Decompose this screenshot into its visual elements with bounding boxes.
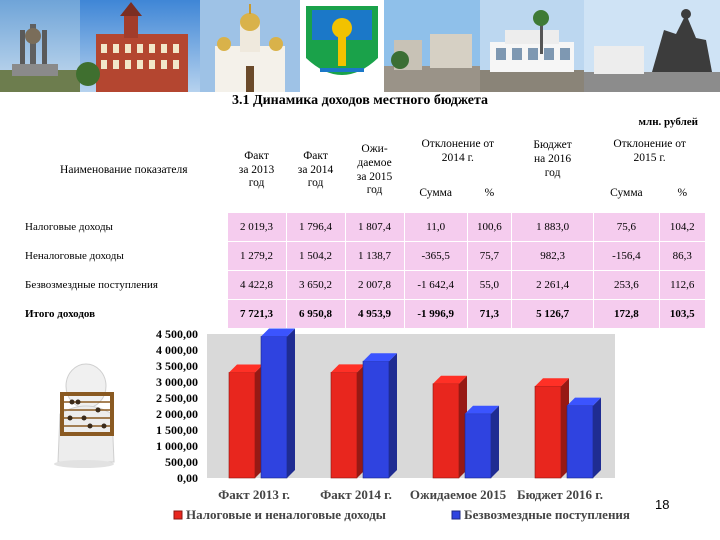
table-row: [21, 242, 706, 271]
cell-fact-2014: 1 796,4: [286, 213, 345, 242]
cell-dev2015-sum: 75,6: [594, 213, 659, 242]
row-name: Налоговые доходы: [21, 213, 228, 242]
cell-fact-2013: 4 422,8: [227, 271, 286, 300]
bar-tax-nontax-3: [535, 378, 569, 478]
cell-fact-2013: 2 019,3: [227, 213, 286, 242]
bar-gratuitous-3: [567, 398, 601, 478]
legend-swatch: [452, 511, 460, 519]
revenue-bar-chart: [0, 322, 720, 540]
cell-budget-2016: 5 126,7: [512, 300, 594, 329]
bar-tax-nontax-0: [229, 364, 263, 478]
header-dev2015-sum: Сумма: [594, 175, 659, 213]
y-tick-label: 2 000,00: [156, 407, 198, 421]
city-photos-illustration: [0, 0, 720, 92]
y-tick-label: 4 500,00: [156, 327, 198, 341]
cell-dev2015-pct: 104,2: [659, 213, 705, 242]
slide-title: 3.1 Динамика доходов местного бюджета: [231, 93, 489, 108]
cell-dev2015-sum: -156,4: [594, 242, 659, 271]
cell-dev2015-pct: 103,5: [659, 300, 705, 329]
units-label: млн. рублей: [638, 116, 698, 128]
cell-dev2015-pct: 86,3: [659, 242, 705, 271]
cell-dev2015-pct: 112,6: [659, 271, 705, 300]
cell-dev2014-sum: 11,0: [404, 213, 467, 242]
header-deviation-2015: Отклонение от 2015 г.: [594, 129, 706, 175]
cell-dev2014-sum: -1 996,9: [404, 300, 467, 329]
bar-gratuitous-0: [261, 328, 295, 478]
cell-expected-2015: 4 953,9: [345, 300, 404, 329]
person-with-abacus-illustration: [54, 364, 114, 468]
y-tick-label: 3 000,00: [156, 375, 198, 389]
x-category-label: Ожидаемое 2015: [409, 487, 507, 502]
bar-gratuitous-2: [465, 406, 499, 478]
header-fact-2014: Факт за 2014 год: [286, 129, 345, 213]
header-dev2014-sum: Сумма: [404, 175, 467, 213]
row-name: Неналоговые доходы: [21, 242, 228, 271]
y-axis: [156, 327, 198, 485]
y-tick-label: 4 000,00: [156, 343, 198, 357]
cell-dev2014-pct: 75,7: [467, 242, 511, 271]
header-budget-2016: Бюджет на 2016 год: [512, 129, 594, 213]
y-tick-label: 1 000,00: [156, 439, 198, 453]
cell-dev2014-pct: 55,0: [467, 271, 511, 300]
chart-legend: [174, 507, 630, 522]
cell-dev2014-pct: 100,6: [467, 213, 511, 242]
cell-expected-2015: 2 007,8: [345, 271, 404, 300]
y-tick-label: 0,00: [177, 471, 198, 485]
cell-expected-2015: 1 807,4: [345, 213, 404, 242]
y-tick-label: 3 500,00: [156, 359, 198, 373]
y-tick-label: 2 500,00: [156, 391, 198, 405]
legend-label: Безвозмездные поступления: [464, 507, 630, 522]
header-photo-banner: [0, 0, 720, 92]
y-tick-label: 500,00: [165, 455, 198, 469]
cell-budget-2016: 2 261,4: [512, 271, 594, 300]
legend-swatch: [174, 511, 182, 519]
cell-fact-2013: 1 279,2: [227, 242, 286, 271]
cell-dev2015-sum: 172,8: [594, 300, 659, 329]
legend-label: Налоговые и неналоговые доходы: [186, 507, 386, 522]
header-dev2014-pct: %: [467, 175, 511, 213]
table-row: [21, 213, 706, 242]
cell-budget-2016: 1 883,0: [512, 213, 594, 242]
row-name: Итого доходов: [21, 300, 228, 329]
cell-fact-2014: 1 504,2: [286, 242, 345, 271]
table-row: [21, 271, 706, 300]
bar-tax-nontax-1: [331, 364, 365, 478]
header-fact-2013: Факт за 2013 год: [227, 129, 286, 213]
x-category-label: Факт 2013 г.: [218, 487, 290, 502]
page-number: 18: [655, 497, 670, 512]
cell-dev2014-sum: -365,5: [404, 242, 467, 271]
revenue-table: [20, 128, 706, 329]
cell-budget-2016: 982,3: [512, 242, 594, 271]
cell-fact-2013: 7 721,3: [227, 300, 286, 329]
header-dev2015-pct: %: [659, 175, 705, 213]
cell-dev2014-pct: 71,3: [467, 300, 511, 329]
y-tick-label: 1 500,00: [156, 423, 198, 437]
bar-gratuitous-1: [363, 353, 397, 478]
row-name: Безвозмездные поступления: [21, 271, 228, 300]
bar-tax-nontax-2: [433, 376, 467, 478]
x-category-label: Бюджет 2016 г.: [517, 487, 603, 502]
cell-expected-2015: 1 138,7: [345, 242, 404, 271]
cell-fact-2014: 6 950,8: [286, 300, 345, 329]
header-expected-2015: Ожи- даемое за 2015 год: [345, 129, 404, 213]
cell-dev2015-sum: 253,6: [594, 271, 659, 300]
cell-dev2014-sum: -1 642,4: [404, 271, 467, 300]
x-category-label: Факт 2014 г.: [320, 487, 392, 502]
header-name: Наименование показателя: [21, 129, 228, 213]
cell-fact-2014: 3 650,2: [286, 271, 345, 300]
x-axis-labels: [218, 487, 603, 502]
header-deviation-2014: Отклонение от 2014 г.: [404, 129, 511, 175]
